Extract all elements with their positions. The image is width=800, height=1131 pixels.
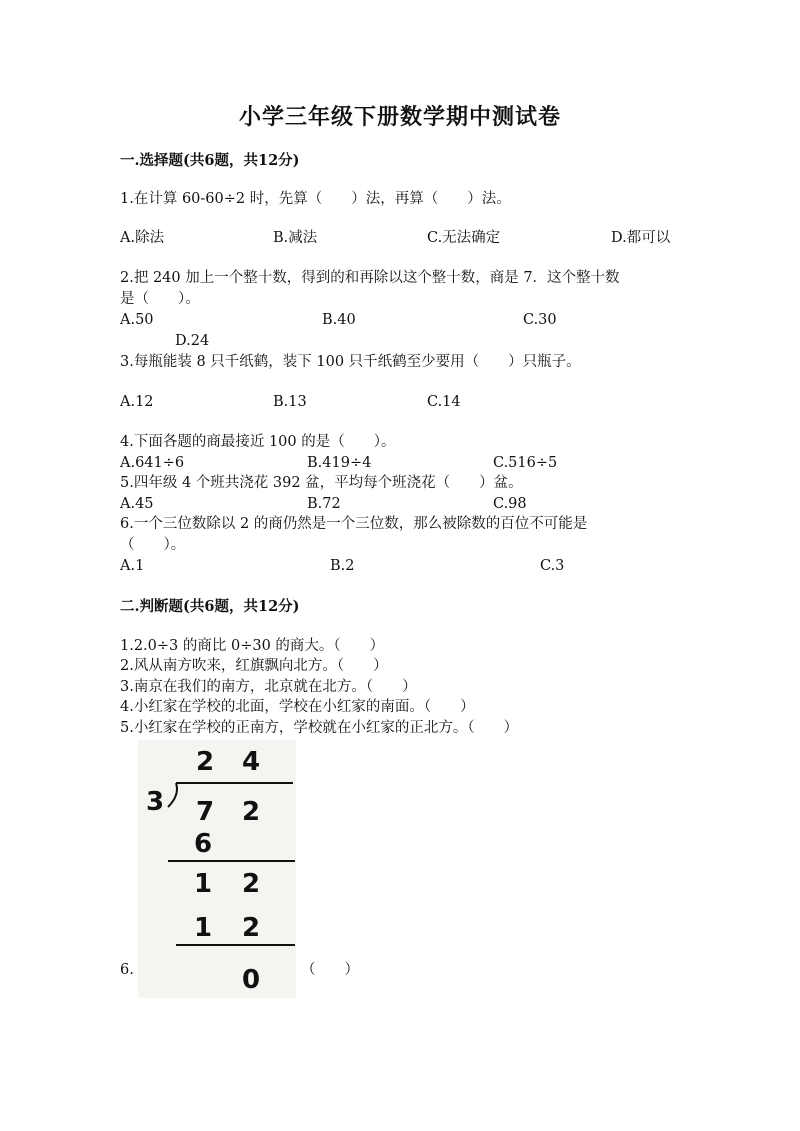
page-title: 小学三年级下册数学期中测试卷 bbox=[238, 104, 561, 130]
option-c[interactable]: C.无法确定 bbox=[427, 230, 501, 246]
question-text: 5.四年级 4 个班共浇花 392 盆，平均每个班浇花（ ）盆。 bbox=[120, 475, 523, 491]
judgment-item: 3.南京在我们的南方，北京就在北方。（ ） bbox=[120, 679, 417, 695]
option-a[interactable]: A.除法 bbox=[120, 230, 165, 246]
option-a[interactable]: A.12 bbox=[120, 394, 154, 410]
question-text-cont: 是（ ）。 bbox=[120, 291, 200, 307]
judgment-item: 4.小红家在学校的北面，学校在小红家的南面。（ ） bbox=[120, 699, 475, 715]
divisor-digit: 3 bbox=[146, 787, 165, 817]
option-a[interactable]: A.641÷6 bbox=[120, 455, 185, 471]
step-digit: 2 bbox=[242, 869, 261, 899]
option-c[interactable]: C.30 bbox=[523, 312, 557, 328]
option-c[interactable]: C.98 bbox=[493, 496, 527, 512]
question-text: 1.在计算 60-60÷2 时，先算（ ）法，再算（ ）法。 bbox=[120, 191, 511, 207]
dividend-digit: 7 bbox=[196, 797, 215, 827]
option-b[interactable]: B.419÷4 bbox=[307, 455, 372, 471]
option-a[interactable]: A.1 bbox=[120, 558, 145, 574]
quotient-digit: 4 bbox=[242, 747, 261, 777]
quotient-digit: 2 bbox=[196, 747, 215, 777]
judgment-item-label: 6. bbox=[120, 962, 134, 978]
question-text: 4.下面各题的商最接近 100 的是（ ）。 bbox=[120, 434, 396, 450]
option-c[interactable]: C.3 bbox=[540, 558, 565, 574]
option-b[interactable]: B.减法 bbox=[273, 230, 318, 246]
division-bracket bbox=[168, 783, 177, 807]
question-text: 3.每瓶能装 8 只千纸鹤，装下 100 只千纸鹤至少要用（ ）只瓶子。 bbox=[120, 354, 581, 370]
option-a[interactable]: A.50 bbox=[120, 312, 154, 328]
option-d[interactable]: D.都可以 bbox=[611, 230, 671, 246]
judgment-item: 2.风从南方吹来，红旗飘向北方。（ ） bbox=[120, 658, 388, 674]
judgment-item: 1.2.0÷3 的商比 0÷30 的商大。（ ） bbox=[120, 638, 385, 654]
option-d[interactable]: D.24 bbox=[175, 333, 210, 349]
section-heading-judgment: 二.判断题(共6题，共12分) bbox=[120, 598, 300, 615]
section-heading-choice: 一.选择题(共6题，共12分) bbox=[120, 152, 300, 169]
dividend-digit: 2 bbox=[242, 797, 261, 827]
step-digit: 6 bbox=[194, 829, 213, 859]
option-c[interactable]: C.516÷5 bbox=[493, 455, 558, 471]
step-digit: 1 bbox=[194, 913, 213, 943]
option-a[interactable]: A.45 bbox=[120, 496, 154, 512]
question-text: 2.把 240 加上一个整十数，得到的和再除以这个整十数，商是 7．这个整十数 bbox=[120, 270, 620, 286]
step-digit: 2 bbox=[242, 913, 261, 943]
step-digit: 1 bbox=[194, 869, 213, 899]
remainder-digit: 0 bbox=[242, 965, 261, 995]
long-division-image bbox=[138, 740, 296, 998]
option-b[interactable]: B.40 bbox=[322, 312, 356, 328]
option-b[interactable]: B.72 bbox=[307, 496, 341, 512]
judgment-item: 5.小红家在学校的正南方，学校就在小红家的正北方。（ ） bbox=[120, 720, 519, 736]
option-b[interactable]: B.2 bbox=[330, 558, 355, 574]
option-b[interactable]: B.13 bbox=[273, 394, 307, 410]
question-text-cont: （ ）。 bbox=[120, 537, 186, 553]
option-c[interactable]: C.14 bbox=[427, 394, 461, 410]
question-text: 6.一个三位数除以 2 的商仍然是一个三位数，那么被除数的百位不可能是 bbox=[120, 516, 588, 532]
answer-paren: （ ） bbox=[301, 962, 359, 978]
